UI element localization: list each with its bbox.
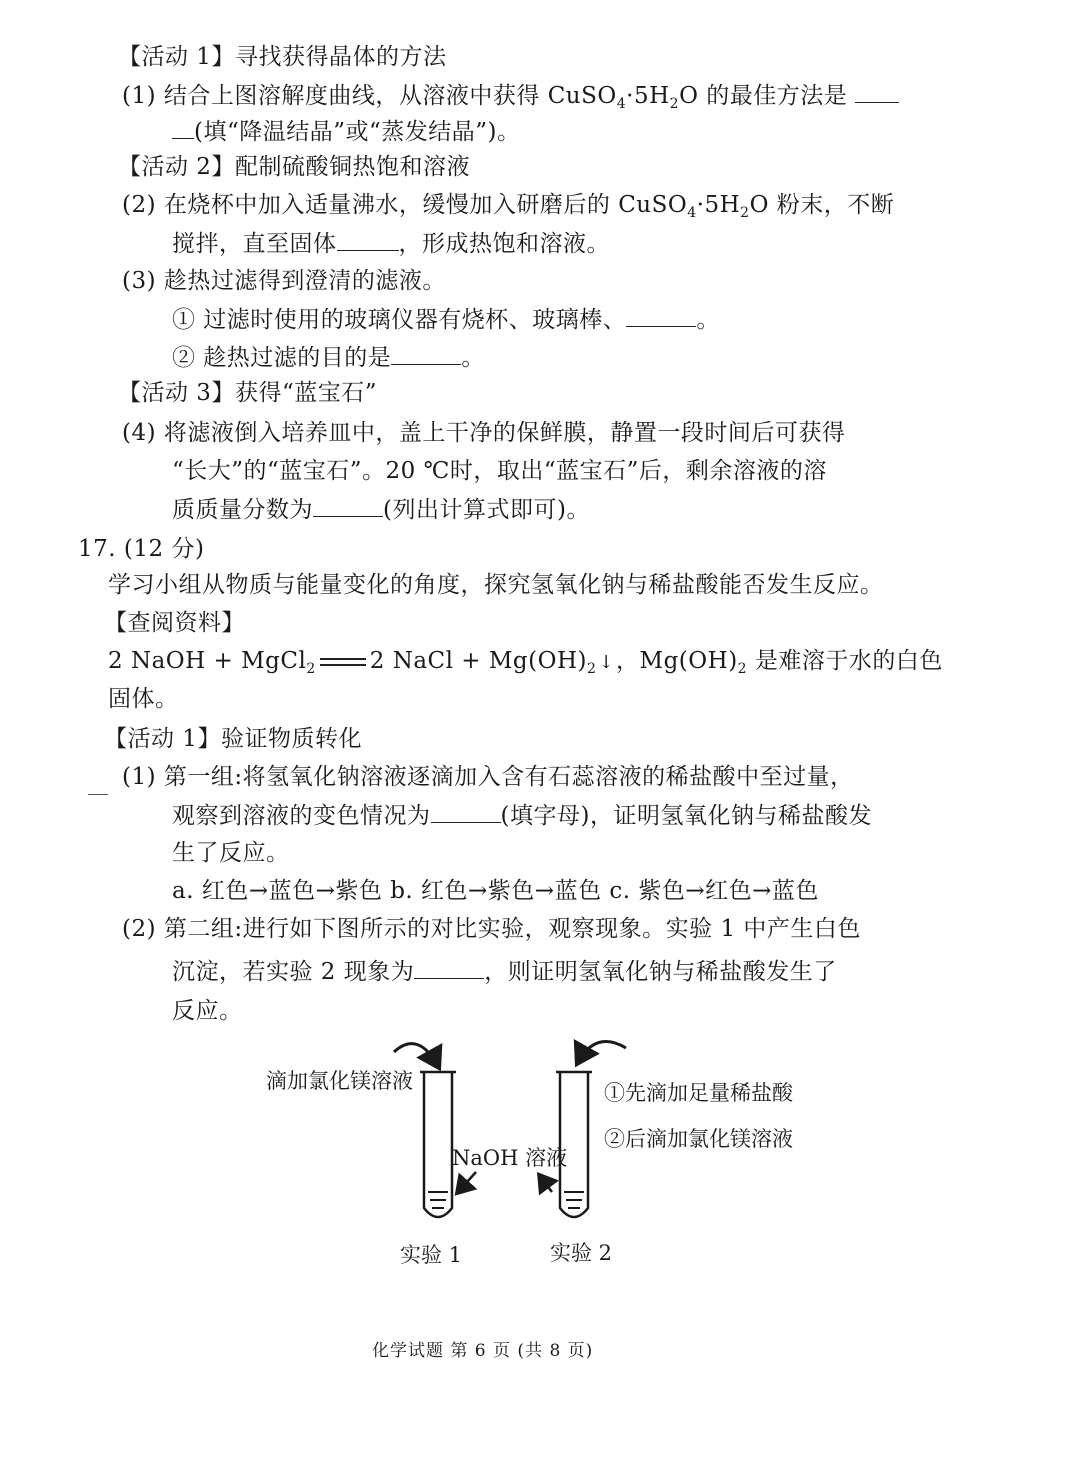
- p2-line2: 沉淀，若实验 2 现象为 ，则证明氢氧化钠与稀盐酸发生了: [172, 956, 837, 987]
- label-step1: ①先滴加足量稀盐酸: [604, 1081, 793, 1105]
- test-tube-1-icon: [420, 1072, 456, 1217]
- q17-intro: 学习小组从物质与能量变化的角度，探究氢氧化钠与稀盐酸能否发生反应。: [108, 572, 884, 598]
- q3-line1: (3) 趁热过滤得到澄清的滤液。: [122, 268, 446, 294]
- pointer-arrow-icon: [458, 1172, 476, 1192]
- q1-line1: (1) 结合上图溶解度曲线，从溶液中获得 $CuSO_4\cdot 5H_2O$ 的最佳方法是: [122, 80, 899, 111]
- page-footer: 化学试题 第 6 页 (共 8 页): [372, 1341, 594, 1361]
- activity3-header: 【活动 3】获得“蓝宝石”: [118, 380, 377, 406]
- q17-activity1-header: 【活动 1】验证物质转化: [104, 726, 362, 752]
- curved-arrow-icon: [394, 1044, 438, 1066]
- eq-line2: 固体。: [108, 686, 179, 712]
- q4-line1: (4) 将滤液倒入培养皿中，盖上干净的保鲜膜，静置一段时间后可获得: [122, 420, 846, 446]
- q2-line1: (2) 在烧杯中加入适量沸水，缓慢加入研磨后的 $CuSO_4\cdot 5H_2O$ 粉末，不断: [122, 192, 895, 221]
- pointer-arrow-icon: [540, 1176, 552, 1192]
- label-exp2: 实验 2: [550, 1241, 613, 1265]
- activity2-header: 【活动 2】配制硫酸铜热饱和溶液: [118, 154, 470, 180]
- p1-line3: 生了反应。: [172, 840, 290, 866]
- q4-line3: 质质量分数为 (列出计算式即可)。: [172, 494, 590, 525]
- activity1-header: 【活动 1】寻找获得晶体的方法: [118, 44, 447, 70]
- p1-line1: (1) 第一组:将氢氧化钠溶液逐滴加入含有石蕊溶液的稀盐酸中至过量，: [122, 764, 854, 790]
- q2-line2: 搅拌，直至固体 ，形成热饱和溶液。: [172, 228, 610, 259]
- q17-header: 17. (12 分): [78, 536, 205, 562]
- curved-arrow-icon: [578, 1042, 626, 1062]
- q3-sub1: ① 过滤时使用的玻璃仪器有烧杯、玻璃棒、 。: [172, 304, 720, 335]
- q1-line2: (填“降温结晶”或“蒸发结晶”)。: [172, 116, 520, 147]
- chemical-equation: 2 NaOH + MgCl$_2$ 2 NaCl + $Mg(OH)_2$ ↓，$Mg(OH)_2$ 是难溶于水的白色: [108, 648, 943, 677]
- p1-line2: 观察到溶液的变色情况为 (填字母)，证明氢氧化钠与稀盐酸发: [172, 800, 872, 831]
- ref-header: 【查阅资料】: [104, 610, 245, 636]
- label-exp1: 实验 1: [400, 1243, 463, 1267]
- label-add-mgcl2: 滴加氯化镁溶液: [266, 1069, 413, 1093]
- label-step2: ②后滴加氯化镁溶液: [604, 1127, 793, 1151]
- label-naoh: NaOH 溶液: [452, 1146, 568, 1170]
- p2-line1: (2) 第二组:进行如下图所示的对比实验，观察现象。实验 1 中产生白色: [122, 916, 861, 942]
- p2-line3: 反应。: [172, 998, 243, 1024]
- precipitate-arrow-icon: ↓: [598, 652, 615, 673]
- q4-line2: “长大”的“蓝宝石”。20 ℃时，取出“蓝宝石”后，剩余溶液的溶: [172, 458, 827, 484]
- options-line: a. 红色→蓝色→紫色 b. 红色→紫色→蓝色 c. 紫色→红色→蓝色: [172, 878, 819, 904]
- q3-sub2: ② 趁热过滤的目的是 。: [172, 342, 485, 373]
